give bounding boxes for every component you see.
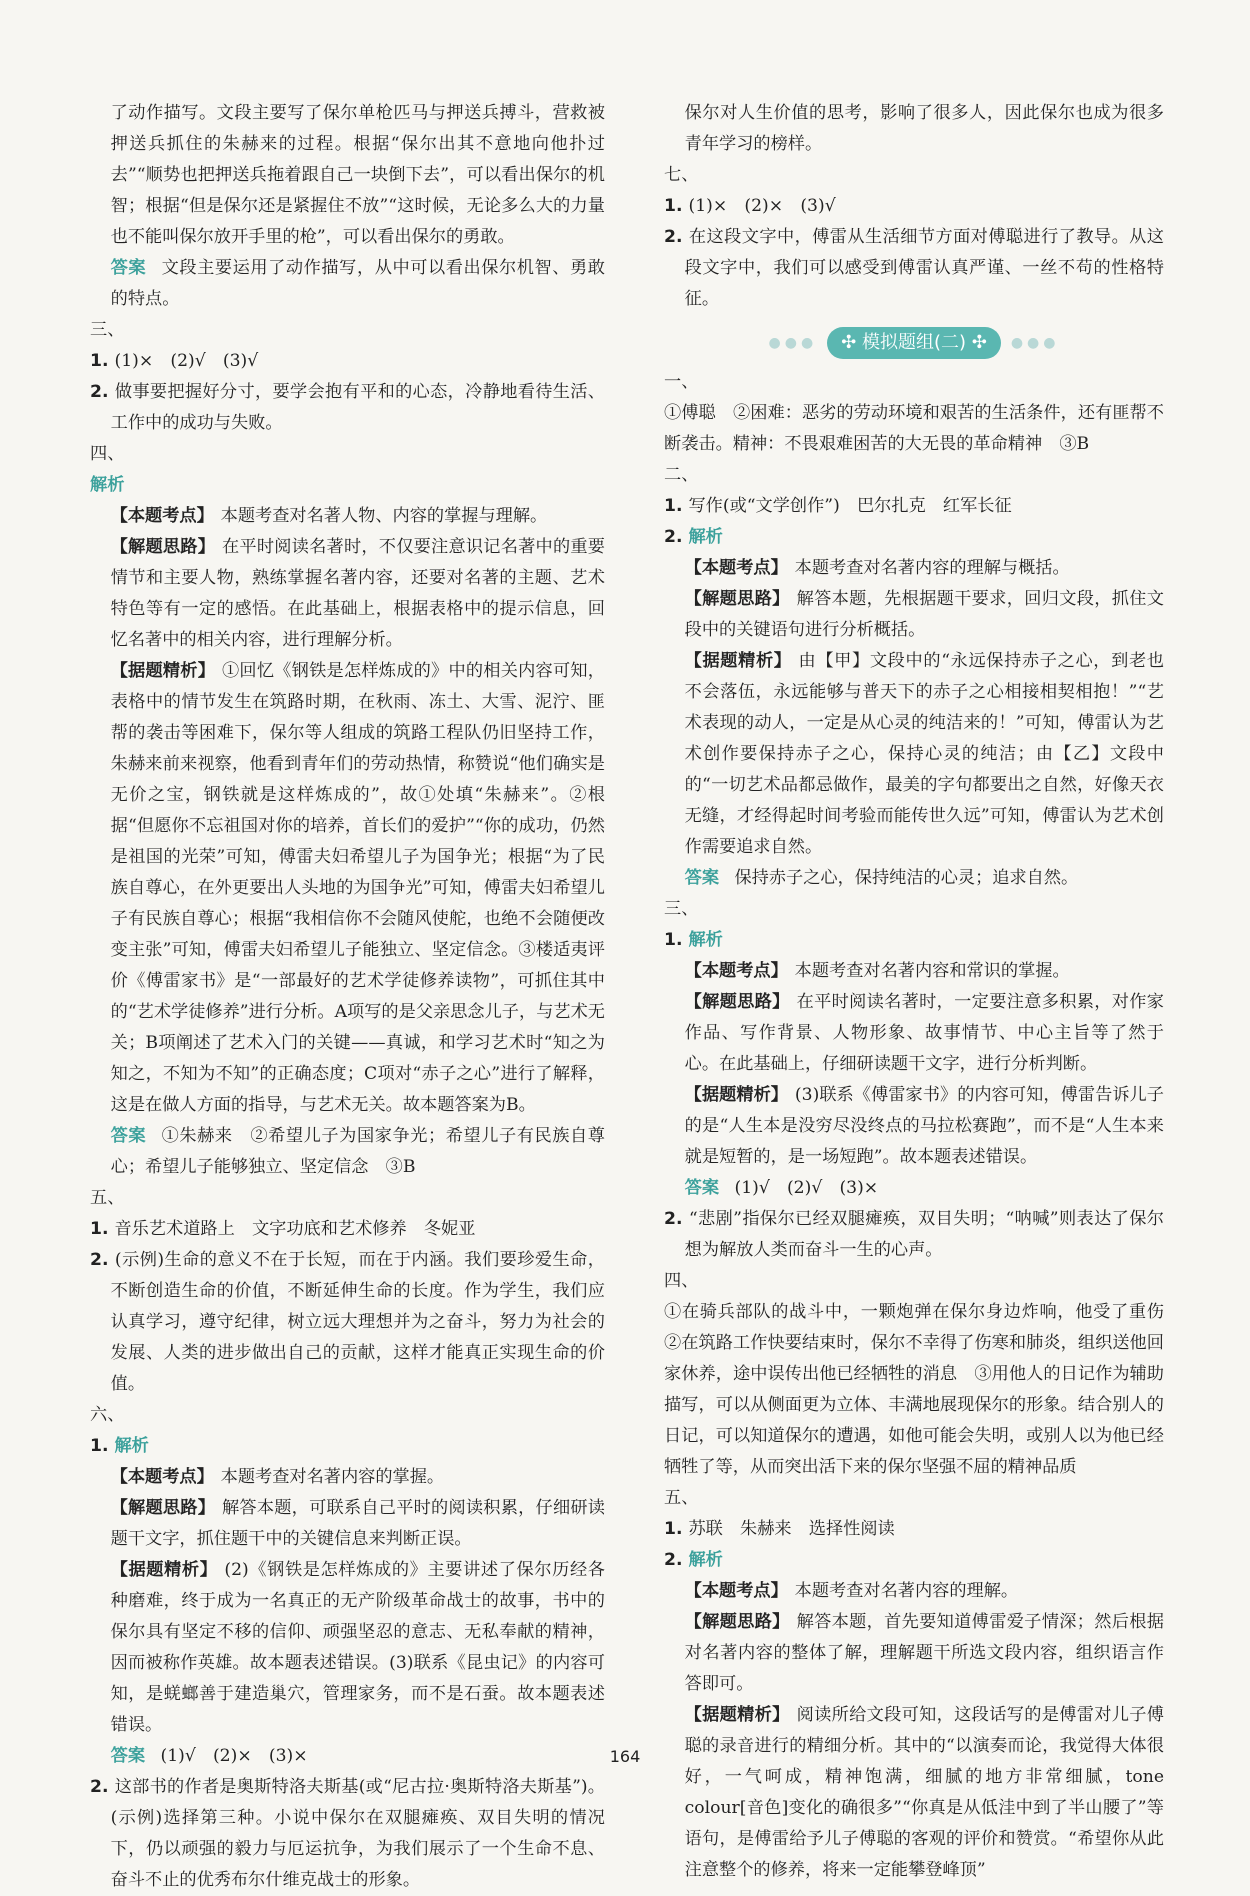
analysis-paragraph	[664, 987, 1164, 1080]
answer-paragraph	[664, 863, 1164, 894]
section-heading: 四、	[664, 1271, 699, 1291]
item-text: “悲剧”指保尔已经双腿瘫痪，双目失明；“呐喊”则表达了保尔想为解放人类而奋斗一生的心声。	[684, 1209, 1164, 1260]
answer-label: 答案	[110, 1746, 146, 1766]
paragraph: 保尔对人生价值的思考，影响了很多人，因此保尔也成为很多青年学习的榜样。	[684, 103, 1164, 154]
numbered-item	[664, 925, 1164, 956]
item-number: 1.	[664, 496, 689, 516]
right-column	[664, 98, 1182, 1886]
analysis-tag: 【据题精析】	[684, 651, 792, 671]
analysis-tag: 【据题精析】	[684, 1085, 789, 1105]
numbered-item	[90, 1214, 605, 1245]
item-number: 2.	[90, 382, 115, 402]
item-number: 1.	[90, 1219, 115, 1239]
item-number: 1.	[664, 1519, 689, 1539]
item-number: 2.	[664, 1550, 689, 1570]
analysis-tag: 【本题考点】	[684, 1581, 788, 1601]
answer-text: (1)√ (2)× (3)×	[160, 1746, 308, 1766]
answer-paragraph	[664, 1173, 1164, 1204]
analysis-text: 由【甲】文段中的“永远保持赤子之心，到老也不会落伍，永远能够与普天下的赤子之心相接相契相抱！”“艺术表现的动人，一定是从心灵的纯洁来的！”可知，傅雷认为艺术创作要保持赤子之心，保持心灵的纯洁；由【乙】文段中的“一切艺术品都忌做作，最美的字句都要出之自然，好像天衣无缝，才经得起时间考验而能传世久远”可知，傅雷认为艺术创作需要追求自然。	[684, 651, 1164, 857]
analysis-tag: 【解题思路】	[110, 537, 216, 557]
answer-paragraph	[90, 1121, 605, 1183]
answer-label: 答案	[684, 1178, 720, 1198]
answer-text: (1)√ (2)√ (3)×	[734, 1178, 879, 1198]
item-number: 2.	[664, 1209, 689, 1229]
analysis-tag: 【解题思路】	[110, 1498, 216, 1518]
analysis-text: 在平时阅读名著时，不仅要注意识记名著中的重要情节和主要人物，熟练掌握名著内容，还要对名著的主题、艺术特色等有一定的感悟。在此基础上，根据表格中的提示信息，回忆名著中的相关内容，进行理解分析。	[110, 537, 605, 650]
paragraph: ①傅聪 ②困难：恶劣的劳动环境和艰苦的生活条件，还有匪帮不断袭击。精神：不畏艰难困苦的大无畏的革命精神 ③B	[664, 403, 1164, 454]
left-column	[90, 98, 605, 1896]
answer-text: 保持赤子之心，保持纯洁的心灵；追求自然。	[734, 868, 1079, 888]
item-text: (1)× (2)√ (3)√	[114, 351, 259, 371]
numbered-item	[90, 1245, 605, 1400]
item-text: 这部书的作者是奥斯特洛夫斯基(或“尼古拉·奥斯特洛夫斯基”)。(示例)选择第三种。小说中保尔在双腿瘫痪、双目失明的情况下，仍以顽强的毅力与厄运抗争，为我们展示了一个生命不息、奋斗不止的优秀布尔什维克战士的形象。	[110, 1777, 605, 1890]
analysis-paragraph	[90, 1462, 605, 1493]
analysis-tag: 【解题思路】	[684, 1612, 790, 1632]
analysis-label: 解析	[688, 930, 723, 950]
analysis-tag: 【本题考点】	[684, 961, 788, 981]
section-heading: 三、	[90, 320, 125, 340]
analysis-paragraph	[90, 656, 605, 1121]
analysis-tag: 【本题考点】	[110, 506, 214, 526]
section-banner	[664, 321, 1164, 365]
numbered-item	[664, 1204, 1164, 1266]
analysis-paragraph	[90, 1555, 605, 1741]
item-number: 1.	[664, 196, 689, 216]
analysis-paragraph	[664, 1576, 1164, 1607]
analysis-text: ①回忆《钢铁是怎样炼成的》中的相关内容可知，表格中的情节发生在筑路时期，在秋雨、冻土、大雪、泥泞、匪帮的袭击等困难下，保尔等人组成的筑路工程队仍旧坚持工作，朱赫来前来视察，他看到青年们的劳动热情，称赞说“他们确实是无价之宝，钢铁就是这样炼成的”，故①处填“朱赫来”。②根据“但愿你不忘祖国对你的培养，首长们的爱护”“你的成功，仍然是祖国的光荣”可知，傅雷夫妇希望儿子为国争光；根据“为了民族自尊心，在外更要出人头地的为国争光”可知，傅雷夫妇希望儿子有民族自尊心；根据“我相信你不会随风使舵，也绝不会随便改变主张”可知，傅雷夫妇希望儿子能独立、坚定信念。③楼适夷评价《傅雷家书》是“一部最好的艺术学徒修养读物”，可抓住其中的“艺术学徒修养”进行分析。A项写的是父亲思念儿子，与艺术无关；B项阐述了艺术入门的关键——真诚，和学习艺术时“知之为知之，不知为不知”的正确态度；C项对“赤子之心”进行了解释，这是在做人方面的指导，与艺术无关。故本题答案为B。	[110, 661, 605, 1115]
analysis-tag: 【据题精析】	[110, 1560, 218, 1580]
section-heading: 六、	[90, 1405, 125, 1425]
analysis-text: 本题考查对名著内容的理解。	[794, 1581, 1019, 1601]
analysis-text: (3)联系《傅雷家书》的内容可知，傅雷告诉儿子的是“人生本是没穷尽没终点的马拉松赛跑”，而不是“人生本来就是短暂的，是一场短跑”。故本题表述错误。	[684, 1085, 1164, 1167]
item-text: 做事要把握好分寸，要学会抱有平和的心态，冷静地看待生活、工作中的成功与失败。	[110, 382, 605, 433]
analysis-paragraph	[90, 1493, 605, 1555]
section-heading: 七、	[664, 165, 699, 185]
item-text: (示例)生命的意义不在于长短，而在于内涵。我们要珍爱生命，不断创造生命的价值，不断延伸生命的长度。作为学生，我们应认真学习，遵守纪律，树立远大理想并为之奋斗，努力为社会的发展、人类的进步做出自己的贡献，这样才能真正实现生命的价值。	[110, 1250, 605, 1394]
analysis-paragraph	[664, 553, 1164, 584]
answer-label: 答案	[110, 258, 147, 278]
section-heading: 二、	[664, 465, 699, 485]
banner-title: ✣ 模拟题组(二) ✣	[827, 327, 1001, 359]
section-heading: 三、	[664, 899, 699, 919]
section-heading: 四、	[90, 444, 125, 464]
decor-dots-icon: ●●●	[1010, 334, 1060, 351]
numbered-item	[90, 1431, 605, 1462]
analysis-text: (2)《钢铁是怎样炼成的》主要讲述了保尔历经各种磨难，终于成为一名真正的无产阶级革命战士的故事，书中的保尔具有坚定不移的信仰、顽强坚忍的意志、无私奉献的精神，因而被称作英雄。故本题表述错误。(3)联系《昆虫记》的内容可知，是蜣螂善于建造巢穴，管理家务，而不是石蚕。故本题表述错误。	[110, 1560, 605, 1735]
decor-dots-icon: ●●●	[768, 334, 818, 351]
analysis-paragraph	[664, 1607, 1164, 1700]
answer-label: 答案	[110, 1126, 147, 1146]
analysis-tag: 【本题考点】	[110, 1467, 214, 1487]
item-text: 音乐艺术道路上 文字功底和艺术修养 冬妮亚	[114, 1219, 476, 1239]
item-number: 1.	[90, 1436, 115, 1456]
analysis-text: 本题考查对名著内容和常识的掌握。	[794, 961, 1070, 981]
analysis-text: 本题考查对名著人物、内容的掌握与理解。	[220, 506, 548, 526]
analysis-label: 解析	[688, 1550, 723, 1570]
analysis-tag: 【据题精析】	[684, 1705, 790, 1725]
analysis-label: 解析	[688, 527, 723, 547]
item-number: 1.	[664, 930, 689, 950]
item-number: 2.	[664, 227, 689, 247]
numbered-item	[664, 1545, 1164, 1576]
answer-text: ①朱赫来 ②希望儿子为国家争光；希望儿子有民族自尊心；希望儿子能够独立、坚定信念 ③B	[110, 1126, 605, 1177]
item-text: 苏联 朱赫来 选择性阅读	[688, 1519, 895, 1539]
section-heading: 五、	[90, 1188, 125, 1208]
numbered-item	[664, 491, 1164, 522]
answer-text: 文段主要运用了动作描写，从中可以看出保尔机智、勇敢的特点。	[110, 258, 605, 309]
analysis-label: 解析	[90, 475, 125, 495]
analysis-paragraph	[90, 532, 605, 656]
page-number: 164	[609, 1747, 641, 1766]
section-heading: 一、	[664, 372, 699, 392]
numbered-item	[90, 346, 605, 377]
item-number: 2.	[664, 527, 689, 547]
analysis-paragraph	[664, 584, 1164, 646]
answer-paragraph	[90, 253, 605, 315]
item-number: 1.	[90, 351, 115, 371]
numbered-item	[664, 191, 1164, 222]
numbered-item	[664, 1514, 1164, 1545]
analysis-text: 本题考查对名著内容的掌握。	[220, 1467, 445, 1487]
analysis-tag: 【据题精析】	[110, 661, 216, 681]
analysis-paragraph	[664, 1700, 1164, 1886]
analysis-text: 在平时阅读名著时，一定要注意多积累，对作家作品、写作背景、人物形象、故事情节、中心主旨等了然于心。在此基础上，仔细研读题干文字，进行分析判断。	[684, 992, 1164, 1074]
item-text: (1)× (2)× (3)√	[688, 196, 836, 216]
analysis-tag: 【本题考点】	[684, 558, 788, 578]
analysis-tag: 【解题思路】	[684, 589, 790, 609]
analysis-label: 解析	[114, 1436, 149, 1456]
item-text: 在这段文字中，傅雷从生活细节方面对傅聪进行了教导。从这段文字中，我们可以感受到傅雷认真严谨、一丝不苟的性格特征。	[684, 227, 1164, 309]
analysis-paragraph	[90, 501, 605, 532]
numbered-item	[664, 522, 1164, 553]
item-number: 2.	[90, 1777, 115, 1797]
numbered-item	[90, 377, 605, 439]
analysis-paragraph	[664, 646, 1164, 863]
paragraph: ①在骑兵部队的战斗中，一颗炮弹在保尔身边炸响，他受了重伤 ②在筑路工作快要结束时，保尔不幸得了伤寒和肺炎，组织送他回家休养，途中误传出他已经牺牲的消息 ③用他人的日记作为辅助描写，可以从侧面更为立体、丰满地展现保尔的形象。结合别人的日记，可以知道保尔的遭遇，如他可能会失明，或别人以为他已经牺牲了等，从而突出活下来的保尔坚强不屈的精神品质	[664, 1302, 1182, 1477]
analysis-text: 本题考查对名著内容的理解与概括。	[794, 558, 1070, 578]
item-text: 写作(或“文学创作”) 巴尔扎克 红军长征	[688, 496, 1012, 516]
numbered-item	[664, 222, 1164, 315]
analysis-text: 阅读所给文段可知，这段话写的是傅雷对儿子傅聪的录音进行的精细分析。其中的“以演奏而论，我觉得大体很好，一气呵成，精神饱满，细腻的地方非常细腻，tone colour[音色]变化的确很多”“你真是从低洼中到了半山腰了”等语句，是傅雷给予儿子傅聪的客观的评价和赞赏。“希望你从此注意整个的修养，将来一定能攀登峰顶”	[684, 1705, 1164, 1880]
analysis-heading	[90, 470, 605, 501]
section-heading: 五、	[664, 1488, 699, 1508]
analysis-paragraph	[664, 1080, 1164, 1173]
numbered-item	[90, 1772, 605, 1896]
analysis-text: 解答本题，首先要知道傅雷爱子情深；然后根据对名著内容的整体了解，理解题干所选文段内容，组织语言作答即可。	[684, 1612, 1164, 1694]
analysis-paragraph	[664, 956, 1164, 987]
analysis-text: 解答本题，可联系自己平时的阅读积累，仔细研读题干文字，抓住题干中的关键信息来判断正误。	[110, 1498, 605, 1549]
item-number: 2.	[90, 1250, 115, 1270]
analysis-text: 解答本题，先根据题干要求，回归文段，抓住文段中的关键语句进行分析概括。	[684, 589, 1164, 640]
answer-label: 答案	[684, 868, 720, 888]
paragraph: 了动作描写。文段主要写了保尔单枪匹马与押送兵搏斗，营救被押送兵抓住的朱赫来的过程。根据“保尔出其不意地向他扑过去”“顺势也把押送兵拖着跟自己一块倒下去”，可以看出保尔的机智；根据“但是保尔还是紧握住不放”“这时候，无论多么大的力量也不能叫保尔放开手里的枪”，可以看出保尔的勇敢。	[110, 103, 605, 247]
analysis-tag: 【解题思路】	[684, 992, 790, 1012]
